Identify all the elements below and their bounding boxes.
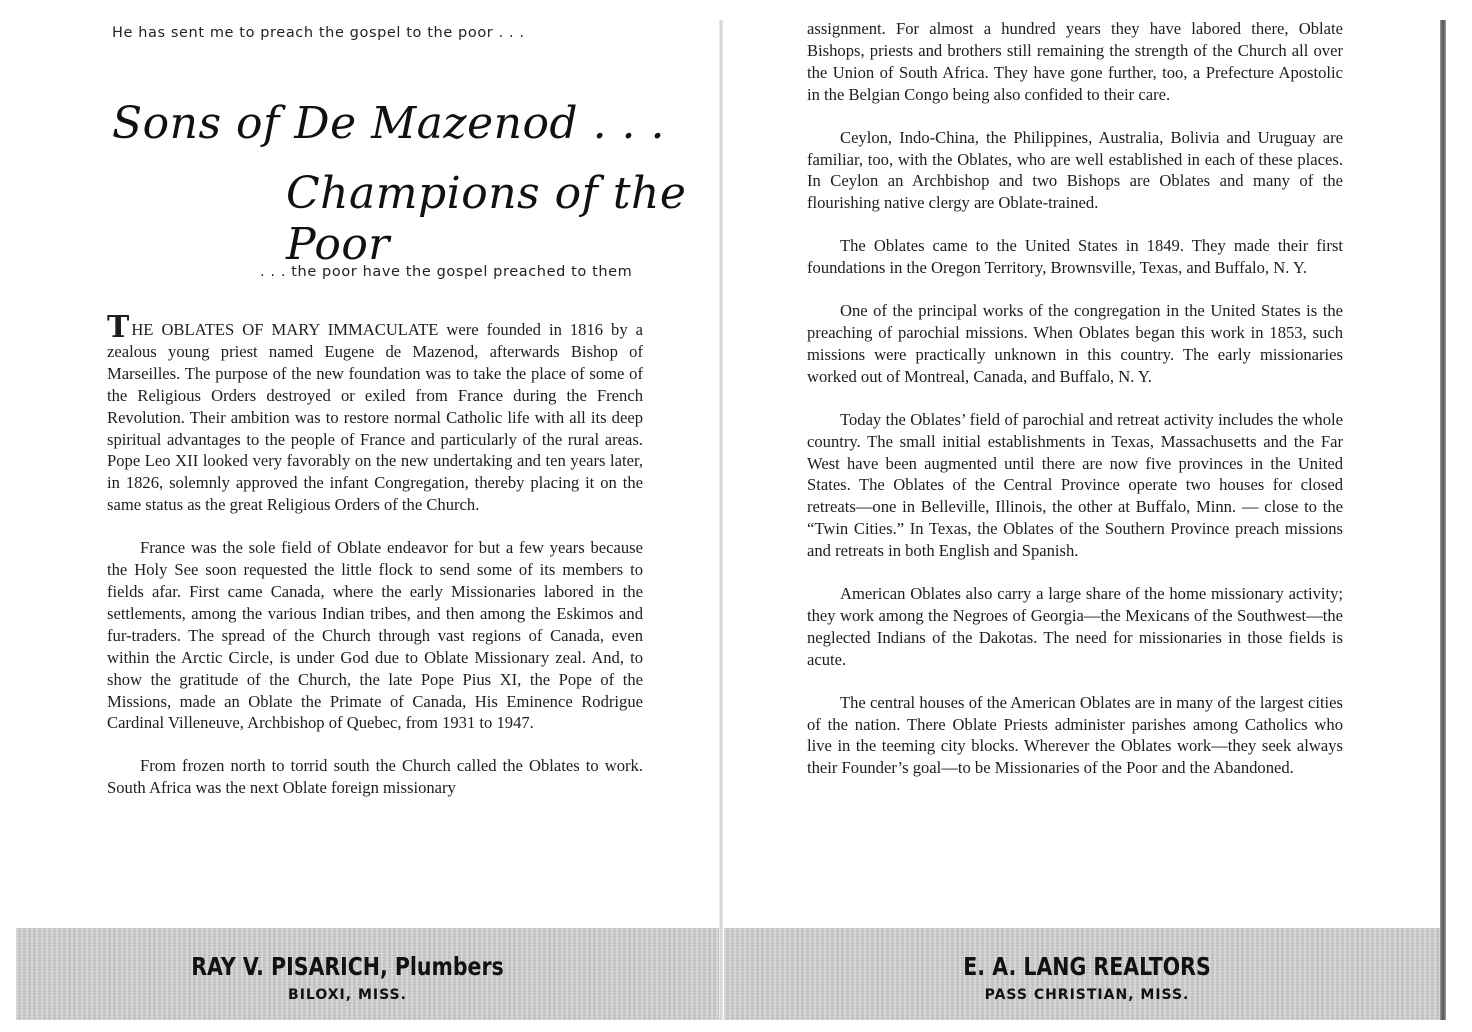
ad-business-name: E. A. LANG REALTORS [963, 952, 1211, 981]
title-line-1: Sons of De Mazenod . . . [112, 98, 666, 149]
ad-city: PASS CHRISTIAN, MISS. [984, 987, 1190, 1003]
paragraph: Ceylon, Indo-China, the Philippines, Australia, Bolivia and Uruguay are familiar, too, with the Oblates, who are well established in each of these places. In Ceylon an Archbishop and two Bishops are Oblates and many of the flourishing native clergy are Oblate-trained. [807, 127, 1343, 213]
page-edge [1440, 20, 1446, 1020]
advertisement-left [16, 928, 719, 1020]
drop-cap: T [107, 310, 130, 345]
bottom-epigraph: . . . the poor have the gospel preached to them [260, 264, 633, 280]
left-page [0, 0, 722, 1032]
paragraph: France was the sole field of Oblate endeavor for but a few years because the Holy See soon requested the little flock to send some of its members to fields afar. First came Canada, where the early Missionaries labored in the settlements, among the various Indian tribes, and then among the Eskimos and fur-traders. The spread of the Church through vast regions of Canada, even within the Arctic Circle, is under God due to Oblate Missionary zeal. And, to show the gratitude of the Church, the late Pope Pius XI, the Pope of the Missions, made an Oblate the Primate of Canada, His Eminence Rodrigue Cardinal Villeneuve, Archbishop of Quebec, from 1931 to 1947. [107, 538, 643, 733]
paragraph: From frozen north to torrid south the Church called the Oblates to work. South Africa was the next Oblate foreign missionary [107, 756, 643, 798]
advertisement-right [724, 928, 1440, 1020]
ad-business-name: RAY V. PISARICH, Plumbers [191, 952, 504, 981]
ad-city: BILOXI, MISS. [288, 987, 407, 1003]
paragraph [107, 310, 643, 516]
right-article-column [807, 18, 1343, 800]
paragraph: One of the principal works of the congregation in the United States is the preaching of parochial missions. When Oblates began this work in 1853, such missions were practically unknown in this country. The early missionaries worked out of Montreal, Canada, and Buffalo, N. Y. [807, 301, 1343, 386]
paragraph: The Oblates came to the United States in 1849. They made their first foundations in the Oregon Territory, Brownsville, Texas, and Buffalo, N. Y. [807, 236, 1343, 278]
paragraph: The central houses of the American Oblates are in many of the largest cities of the nation. There Oblate Priests administer parishes among Catholics who live in the teeming city blocks. Wherever the Oblates work—they seek always their Founder’s goal—to be Missionaries of the Poor and the Abandoned. [807, 692, 1343, 778]
paragraph: American Oblates also carry a large share of the home missionary activity; they work among the Negroes of Georgia—the Mexicans of the Southwest—the neglected Indians of the Dakotas. The need for missionaries in those fields is acute. [807, 584, 1343, 669]
title-line-2: Champions of the Poor [286, 168, 687, 270]
left-article-column [107, 310, 643, 820]
top-epigraph: He has sent me to preach the gospel to the poor . . . [112, 25, 525, 41]
paragraph: assignment. For almost a hundred years they have labored there, Oblate Bishops, priests and brothers still remaining the strength of the Church all over the Union of South Africa. They have gone further, too, a Prefecture Apostolic in the Belgian Congo being also confided to their care. [807, 19, 1343, 104]
paragraph-text: HE OBLATES OF MARY IMMACULATE were founded in 1816 by a zealous young priest named Eugene de Mazenod, afterwards Bishop of Marseilles. The purpose of the new foundation was to take the place of some of the Religious Orders destroyed or exiled from France during the French Revolution. Their ambition was to restore normal Catholic life with all its deep spiritual advantages to the people of France and particularly of the rural areas. Pope Leo XII looked very favorably on the new undertaking and ten years later, in 1826, solemnly approved the infant Congregation, thereby placing it on the same status as the great Religious Orders of the Church. [107, 320, 643, 515]
paragraph: Today the Oblates’ field of parochial and retreat activity includes the whole country. The small initial establishments in Texas, Massachusetts and the Far West have been augmented until there are now five provinces in the United States. The Oblates of the Central Province operate two houses for closed retreats—one in Belleville, Illinois, the other at Buffalo, Minn. — close to the “Twin Cities.” In Texas, the Oblates of the Southern Province preach missions and retreats in both English and Spanish. [807, 409, 1343, 561]
